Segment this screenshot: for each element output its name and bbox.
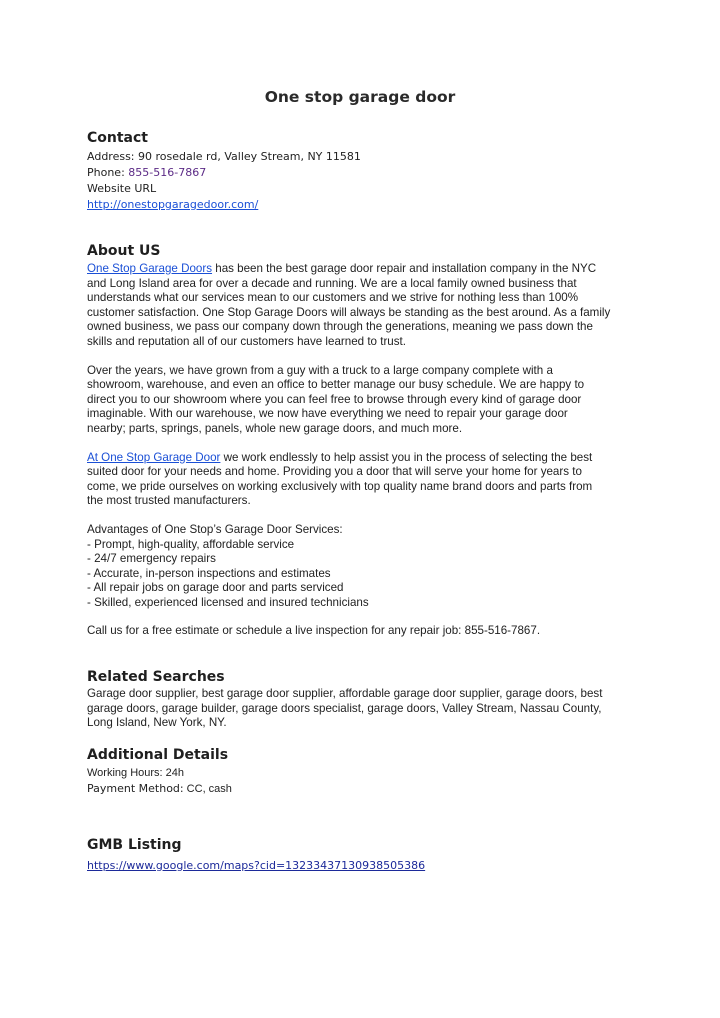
working-hours: Working Hours: 24h	[87, 767, 185, 779]
contact-section	[87, 129, 635, 213]
phone-value[interactable]: 855-516-7867	[128, 166, 207, 179]
about-p1-line: skills and reputation all of our customers have learned to trust.	[87, 334, 406, 348]
gmb-listing-heading: GMB Listing	[87, 837, 182, 853]
about-paragraph-1	[87, 262, 635, 350]
page-title: One stop garage door	[264, 88, 456, 106]
related-line: Garage door supplier, best garage door supplier, affordable garage door supplier, garage doors, best	[87, 687, 603, 700]
contact-details	[87, 149, 635, 213]
about-p2-line: Over the years, we have grown from a guy with a truck to a large company complete with a	[87, 363, 553, 377]
advantages-list	[87, 523, 635, 611]
about-section	[87, 242, 635, 639]
list-item: - Prompt, high-quality, affordable service	[87, 537, 295, 551]
website-label: Website URL	[87, 182, 157, 195]
payment-label: Payment Method:	[87, 782, 184, 795]
about-p3-line-1: we work endlessly to help assist you in the process of selecting the best	[220, 450, 593, 464]
related-searches-text	[87, 687, 635, 731]
phone-line	[87, 165, 635, 181]
additional-details-body	[87, 766, 635, 797]
list-item: - All repair jobs on garage door and parts serviced	[87, 581, 344, 595]
about-p1-line: understands what our services mean to our customers and we strive for nothing less than 100%	[87, 291, 579, 305]
additional-details-section	[87, 746, 635, 797]
gmb-listing-section	[87, 836, 635, 874]
about-heading: About US	[87, 243, 161, 259]
list-item: - Skilled, experienced licensed and insured technicians	[87, 595, 369, 609]
one-stop-garage-doors-link[interactable]: One Stop Garage Doors	[87, 262, 213, 275]
address-line	[87, 149, 635, 165]
list-item: - 24/7 emergency repairs	[87, 552, 216, 566]
advantages-title: Advantages of One Stop’s Garage Door Services:	[87, 522, 343, 536]
website-link[interactable]: http://onestopgaragedoor.com/	[87, 198, 259, 211]
about-p3-line: suited door for your needs and home. Providing you a door that will serve your home for years to	[87, 465, 582, 479]
about-p3-line: come, we pride ourselves on working exclusively with top quality name brand doors and parts from	[87, 479, 593, 493]
payment-value: CC, cash	[183, 783, 232, 795]
related-line: garage doors, garage builder, garage doors specialist, garage doors, Valley Stream, Nassau County,	[87, 701, 602, 715]
address-label: Address:	[87, 150, 135, 163]
address-value: 90 rosedale rd, Valley Stream, NY 11581	[138, 150, 361, 163]
gmb-listing-link[interactable]: https://www.google.com/maps?cid=13233437130938505386	[87, 859, 426, 872]
about-p2-line: imaginable. With our warehouse, we now have everything we need to repair your garage door	[87, 407, 568, 421]
about-paragraph-3	[87, 451, 635, 509]
call-to-action	[87, 624, 635, 639]
about-p1-line: and Long Island area for over a decade and running. We are a local family owned business that	[87, 276, 577, 290]
about-p2-line: nearby; parts, springs, panels, whole new garage doors, and much more.	[87, 421, 463, 435]
gmb-listing-body	[87, 856, 635, 874]
call-text: Call us for a free estimate or schedule a live inspection for any repair job: 855-516-7867.	[87, 624, 541, 638]
about-p3-line: the most trusted manufacturers.	[87, 494, 251, 508]
additional-details-heading: Additional Details	[87, 747, 229, 763]
about-p2-line: direct you to our showroom where you can feel free to browse through every kind of garage door	[87, 392, 582, 406]
list-item: - Accurate, in-person inspections and estimates	[87, 566, 331, 580]
payment-line	[87, 781, 635, 797]
phone-label: Phone:	[87, 166, 125, 179]
about-p1-line: owned business, we pass our company down through the generations, meaning we pass down the	[87, 320, 593, 334]
related-searches-section	[87, 668, 635, 731]
related-line: Long Island, New York, NY.	[87, 716, 227, 730]
related-searches-heading: Related Searches	[87, 669, 225, 685]
contact-heading: Contact	[87, 130, 148, 146]
about-p1-line: customer satisfaction. One Stop Garage Doors will always be standing as the best around. As a family	[87, 305, 611, 319]
about-p1-line-1: has been the best garage door repair and installation company in the NYC	[212, 262, 597, 275]
about-p2-line: showroom, warehouse, and even an office to better manage our busy schedule. We are happy to	[87, 378, 585, 392]
about-paragraph-2	[87, 364, 635, 437]
at-one-stop-garage-door-link[interactable]: At One Stop Garage Door	[87, 450, 221, 464]
